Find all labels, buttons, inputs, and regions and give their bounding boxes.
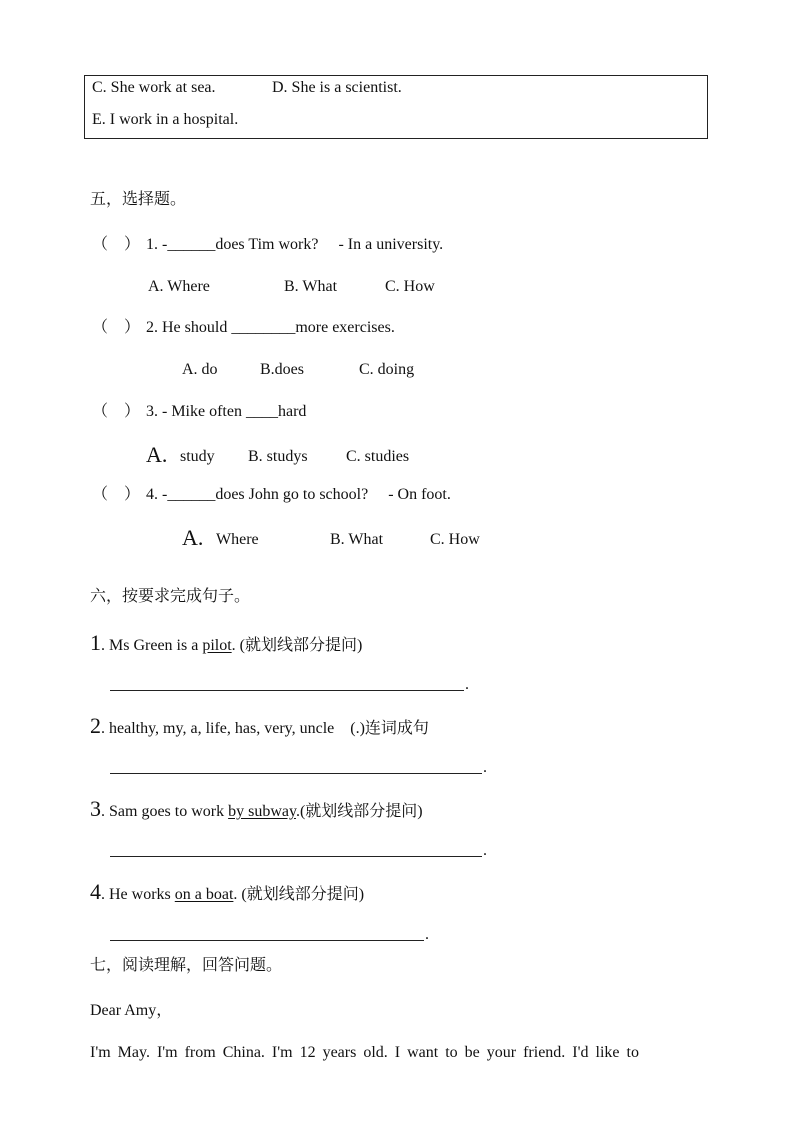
sentence-item-1 xyxy=(90,632,362,654)
option-d-text: D. She is a scientist. xyxy=(272,79,402,96)
item-3-underlined: by subway xyxy=(228,803,296,820)
section7-heading: 七，阅读理解，回答问题。 xyxy=(90,957,283,974)
sentence-item-3 xyxy=(90,798,423,820)
item-1-number: 1 xyxy=(90,630,101,655)
letter-body-line-1: I'm May. I'm from China. I'm 12 years old. I want to be your friend. I'd like to xyxy=(90,1044,639,1061)
item-2-number: 2 xyxy=(90,713,101,738)
item-4-period: . xyxy=(425,926,429,943)
item-4-pre: . He works xyxy=(101,886,175,903)
q3-answer-paren[interactable]: （ ） xyxy=(92,403,141,420)
item-2-answer-line[interactable] xyxy=(110,773,482,774)
item-4-answer-line[interactable] xyxy=(110,940,424,941)
q4-answer-paren[interactable]: （ ） xyxy=(92,486,141,503)
q4-option-b: B. What xyxy=(330,531,384,548)
item-3-answer-line[interactable] xyxy=(110,856,482,857)
item-3-period: . xyxy=(483,842,487,859)
item-2-period: . xyxy=(483,759,487,776)
item-2-pre: . healthy, my, a, life, has, very, uncle (.)连词成句 xyxy=(101,720,429,737)
section5-heading: 五，选择题。 xyxy=(90,191,187,208)
q3-text: 3. - Mike often ____hard xyxy=(146,403,307,420)
item-1-pre: . Ms Green is a xyxy=(101,637,203,654)
item-4-underlined: on a boat xyxy=(174,886,234,903)
option-c-text: C. She work at sea. xyxy=(92,79,216,96)
q3-option-a-word: study xyxy=(180,448,215,465)
q2-answer-paren[interactable]: （ ） xyxy=(92,319,141,336)
q2-option-c: C. doing xyxy=(359,361,415,378)
item-4-post: . (就划线部分提问) xyxy=(233,886,365,903)
q1-text: 1. -______does Tim work? - In a university. xyxy=(146,236,444,253)
sentence-item-4 xyxy=(90,881,364,903)
option-e-text: E. I work in a hospital. xyxy=(92,111,239,128)
item-1-answer-line[interactable] xyxy=(110,690,464,691)
item-1-post: . (就划线部分提问) xyxy=(231,637,363,654)
letter-greeting: Dear Amy， xyxy=(90,1002,173,1019)
q3-option-b: B. studys xyxy=(248,448,308,465)
q3-option-a-letter: A. xyxy=(146,442,168,467)
sentence-item-2 xyxy=(90,715,429,737)
q1-option-a: A. Where xyxy=(148,278,210,295)
item-1-period: . xyxy=(465,676,469,693)
q4-option-c: C. How xyxy=(430,531,480,548)
item-3-number: 3 xyxy=(90,796,101,821)
q1-answer-paren[interactable]: （ ） xyxy=(92,236,141,253)
item-3-pre: . Sam goes to work xyxy=(101,803,229,820)
q1-option-c: C. How xyxy=(385,278,435,295)
q4-option-a-word: Where xyxy=(216,531,259,548)
q4-option-a-letter: A. xyxy=(182,525,204,550)
item-1-underlined: pilot xyxy=(202,637,232,654)
q3-option-c: C. studies xyxy=(346,448,410,465)
item-4-number: 4 xyxy=(90,879,101,904)
item-3-post: .(就划线部分提问) xyxy=(295,803,423,820)
q1-option-b: B. What xyxy=(284,278,338,295)
q2-option-a: A. do xyxy=(182,361,218,378)
q2-option-b: B.does xyxy=(260,361,304,378)
q2-text: 2. He should ________more exercises. xyxy=(146,319,395,336)
section6-heading: 六，按要求完成句子。 xyxy=(90,588,251,605)
q4-text: 4. -______does John go to school? - On foot. xyxy=(146,486,451,503)
